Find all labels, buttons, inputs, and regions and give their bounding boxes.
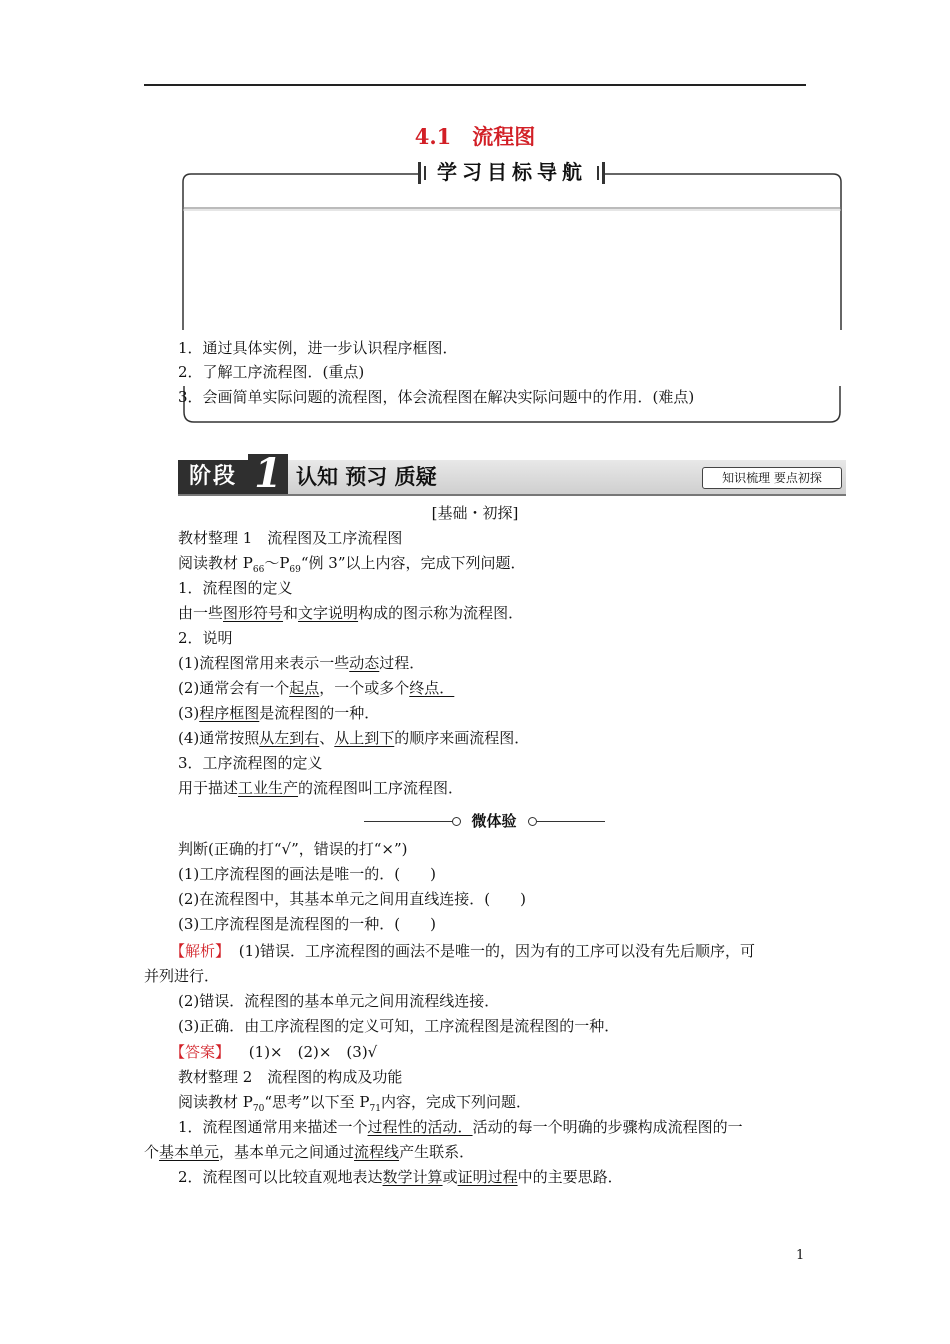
micro-title: 微体验 [471, 812, 517, 830]
micro-dot-right [528, 817, 537, 826]
s1-def-head: 1．流程图的定义 [178, 579, 293, 597]
s1-def [178, 603, 523, 623]
page-number: 1 [796, 1248, 805, 1263]
s1-n1-a: (1)流程图常用来表示一些 [178, 654, 350, 672]
s1-read-b: ～P [264, 554, 290, 572]
s1-n4-b: 、 [319, 729, 335, 747]
s1-proc [178, 778, 463, 798]
s2-read-a: 阅读教材 P [178, 1093, 253, 1111]
s2-p1-cont [144, 1142, 474, 1162]
s1-n2-u1: 起点 [289, 679, 320, 697]
s2-p1-d: ，基本单元之间通过 [219, 1143, 355, 1161]
s1-n1-u: 动态 [349, 654, 380, 672]
s1-note-1 [178, 653, 424, 673]
objectives-banner: 学习目标导航 [437, 160, 587, 184]
s1-read-sub1: 66 [252, 565, 265, 575]
s2-p1-u2: 基本单元 [159, 1143, 220, 1161]
stage-title: 认知 预习 质疑 [296, 465, 437, 489]
s2-p1-c: 个 [144, 1143, 160, 1161]
top-rule [144, 84, 806, 86]
micro-analysis-1 [170, 941, 755, 961]
page-title: 4.1 流程图 [414, 124, 536, 149]
s1-n4-u1: 从左到右 [259, 729, 320, 747]
s1-reading [178, 553, 526, 580]
s1-n3-a: (3) [178, 704, 200, 722]
micro-divider-right [537, 821, 605, 822]
micro-divider-left [364, 821, 454, 822]
s1-n4-c: 的顺序来画流程图． [394, 729, 530, 747]
s2-p1-a: 1．流程图通常用来描述一个 [178, 1118, 368, 1136]
stage-number: 1 [248, 454, 288, 494]
s2-p2-b: 或 [442, 1168, 458, 1186]
stage-prefix: 阶段 [178, 460, 248, 494]
s1-n4-a: (4)通常按照 [178, 729, 260, 747]
s2-p1-e: 产生联系． [399, 1143, 475, 1161]
s1-proc-a: 用于描述 [178, 779, 239, 797]
answer-label: 【答案】 [170, 1043, 231, 1061]
s1-n1-b: 过程． [379, 654, 425, 672]
s1-n2-a: (2)通常会有一个 [178, 679, 290, 697]
stage-tag: 知识梳理 要点初探 [702, 467, 842, 489]
s1-n2-u2: 终点． [409, 679, 455, 697]
s2-p2-u2: 证明过程 [457, 1168, 518, 1186]
s1-def-u2: 文字说明 [298, 604, 359, 622]
s1-read-c: “例 3”以上内容，完成下列问题． [300, 554, 526, 572]
s1-read-sub2: 69 [289, 565, 301, 575]
s2-read-c: 内容，完成下列问题． [380, 1093, 531, 1111]
analysis-text-1: (1)错误．工序流程图的画法不是唯一的，因为有的工序可以没有先后顺序，可 [238, 942, 756, 960]
micro-q3: (3)工序流程图是流程图的一种．( ) [178, 915, 436, 933]
s2-p1-u3: 流程线 [354, 1143, 400, 1161]
s1-n3-u: 程序框图 [199, 704, 260, 722]
s1-def-a: 由一些 [178, 604, 224, 622]
s1-note-head: 2．说明 [178, 629, 233, 647]
s2-read-b: “思考”以下至 P [264, 1093, 370, 1111]
micro-dot-left [452, 817, 461, 826]
s1-n2-b: ，一个或多个 [319, 679, 410, 697]
micro-q2: (2)在流程图中，其基本单元之间用直线连接．( ) [178, 890, 526, 908]
s2-p2-a: 2．流程图可以比较直观地表达 [178, 1168, 383, 1186]
micro-answer [170, 1042, 377, 1062]
analysis-label: 【解析】 [170, 942, 231, 960]
section-tag: [基础・初探] [431, 504, 519, 522]
micro-intro: 判断(正确的打“√”，错误的打“×”) [178, 840, 408, 858]
s1-def-u1: 图形符号 [223, 604, 284, 622]
objective-item: 3．会画简单实际问题的流程图，体会流程图在解决实际问题中的作用．(难点) [178, 388, 695, 406]
micro-analysis-1b: 并列进行． [144, 967, 220, 985]
s1-note-2 [178, 678, 454, 698]
s1-proc-u: 工业生产 [238, 779, 299, 797]
micro-q1: (1)工序流程图的画法是唯一的．( ) [178, 865, 436, 883]
stage-banner [178, 450, 846, 497]
objective-item: 2．了解工序流程图．(重点) [178, 363, 365, 381]
s2-p1-b: 活动的每一个明确的步骤构成流程图的一 [472, 1118, 743, 1136]
s2-p2 [178, 1167, 623, 1187]
s2-p2-u1: 数学计算 [382, 1168, 443, 1186]
s2-p1-u1: 过程性的活动． [367, 1118, 473, 1136]
s2-heading: 教材整理 2 流程图的构成及功能 [178, 1068, 403, 1086]
s1-n3-b: 是流程图的一种． [259, 704, 380, 722]
s1-read-a: 阅读教材 P [178, 554, 253, 572]
s1-proc-head: 3．工序流程图的定义 [178, 754, 323, 772]
s1-proc-b: 的流程图叫工序流程图． [298, 779, 464, 797]
objective-item: 1．通过具体实例，进一步认识程序框图． [178, 339, 458, 357]
answer-text: (1)× (2)× (3)√ [248, 1043, 378, 1061]
s1-n4-u2: 从上到下 [334, 729, 395, 747]
micro-analysis-3: (3)正确．由工序流程图的定义可知，工序流程图是流程图的一种． [178, 1017, 620, 1035]
s2-read-sub2: 71 [369, 1104, 381, 1114]
s2-p2-c: 中的主要思路． [517, 1168, 623, 1186]
s1-note-3 [178, 703, 379, 723]
s2-read-sub1: 70 [252, 1104, 265, 1114]
micro-analysis-2: (2)错误．流程图的基本单元之间用流程线连接． [178, 992, 500, 1010]
s1-def-b: 和 [283, 604, 299, 622]
s1-heading: 教材整理 1 流程图及工序流程图 [178, 529, 403, 547]
s1-def-c: 构成的图示称为流程图． [358, 604, 524, 622]
s2-reading [178, 1092, 531, 1119]
s2-p1 [178, 1117, 743, 1137]
s1-note-4 [178, 728, 529, 748]
